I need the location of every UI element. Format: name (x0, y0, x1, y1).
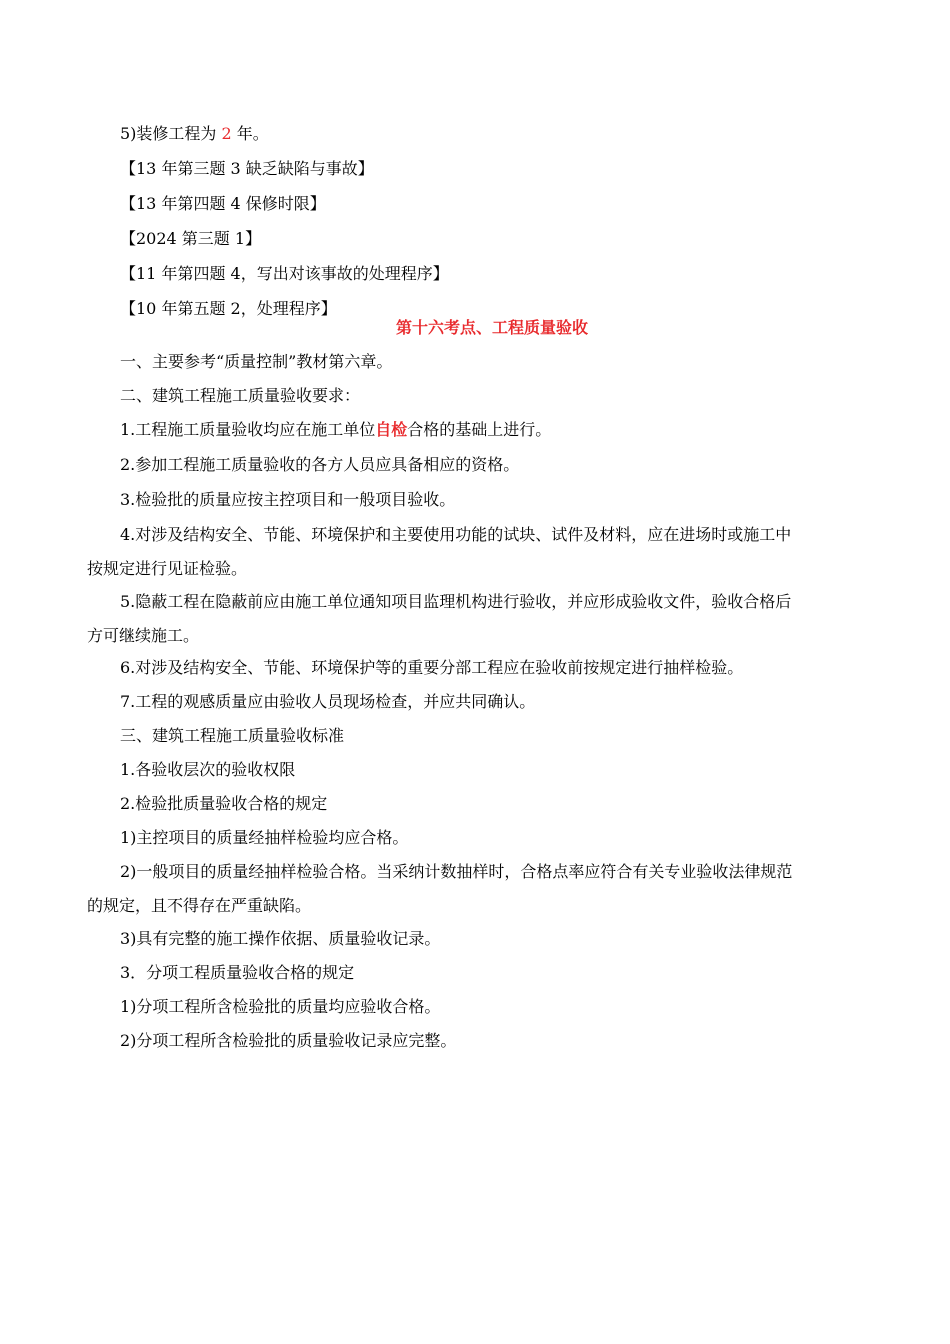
text-segment: 年。 (231, 124, 269, 143)
exam-reference: 【13 年第四题 4 保修时限】 (120, 194, 326, 213)
text-segment: 5)装修工程为 (120, 124, 222, 143)
paragraph: 7.工程的观感质量应由验收人员现场检查，并应共同确认。 (120, 692, 536, 711)
exam-reference: 【2024 第三题 1】 (120, 229, 262, 248)
paragraph-line: 4.对涉及结构安全、节能、环境保护和主要使用功能的试块、试件及材料，应在进场时或施工中 (120, 525, 792, 544)
paragraph: 3.检验批的质量应按主控项目和一般项目验收。 (120, 490, 456, 509)
paragraph-line: 2)一般项目的质量经抽样检验合格。当采纳计数抽样时，合格点率应符合有关专业验收法律规范 (120, 862, 793, 881)
paragraph: 2.检验批质量验收合格的规定 (120, 794, 328, 813)
paragraph: 三、建筑工程施工质量验收标准 (120, 726, 345, 745)
text-segment: 1.工程施工质量验收均应在施工单位 (120, 420, 376, 439)
paragraph: 1)分项工程所含检验批的质量均应验收合格。 (120, 997, 441, 1016)
paragraph-line: 5.隐蔽工程在隐蔽前应由施工单位通知项目监理机构进行验收，并应形成验收文件，验收合格后 (120, 592, 792, 611)
paragraph: 3)具有完整的施工操作依据、质量验收记录。 (120, 929, 441, 948)
text-segment: 合格的基础上进行。 (407, 420, 552, 439)
paragraph: 2.参加工程施工质量验收的各方人员应具备相应的资格。 (120, 455, 520, 474)
highlighted-term: 自检 (375, 420, 408, 439)
paragraph: 一、主要参考“质量控制”教材第六章。 (120, 352, 393, 371)
highlighted-number: 2 (221, 124, 232, 143)
paragraph: 二、建筑工程施工质量验收要求： (120, 386, 361, 405)
paragraph: 1.各验收层次的验收权限 (120, 760, 296, 779)
paragraph: 6.对涉及结构安全、节能、环境保护等的重要分部工程应在验收前按规定进行抽样检验。 (120, 658, 744, 677)
paragraph-decoration-warranty (120, 124, 269, 144)
paragraph-line: 的规定，且不得存在严重缺陷。 (87, 896, 312, 915)
exam-reference: 【11 年第四题 4，写出对该事故的处理程序】 (120, 264, 449, 283)
paragraph: 1)主控项目的质量经抽样检验均应合格。 (120, 828, 409, 847)
paragraph: 2)分项工程所含检验批的质量验收记录应完整。 (120, 1031, 457, 1050)
exam-reference: 【13 年第三题 3 缺乏缺陷与事故】 (120, 159, 374, 178)
section-heading: 第十六考点、工程质量验收 (395, 318, 588, 337)
exam-reference: 【10 年第五题 2，处理程序】 (120, 299, 337, 318)
paragraph-self-inspection (120, 420, 551, 440)
paragraph-line: 按规定进行见证检验。 (87, 559, 248, 578)
paragraph-line: 方可继续施工。 (87, 626, 200, 645)
paragraph: 3．分项工程质量验收合格的规定 (120, 963, 355, 982)
